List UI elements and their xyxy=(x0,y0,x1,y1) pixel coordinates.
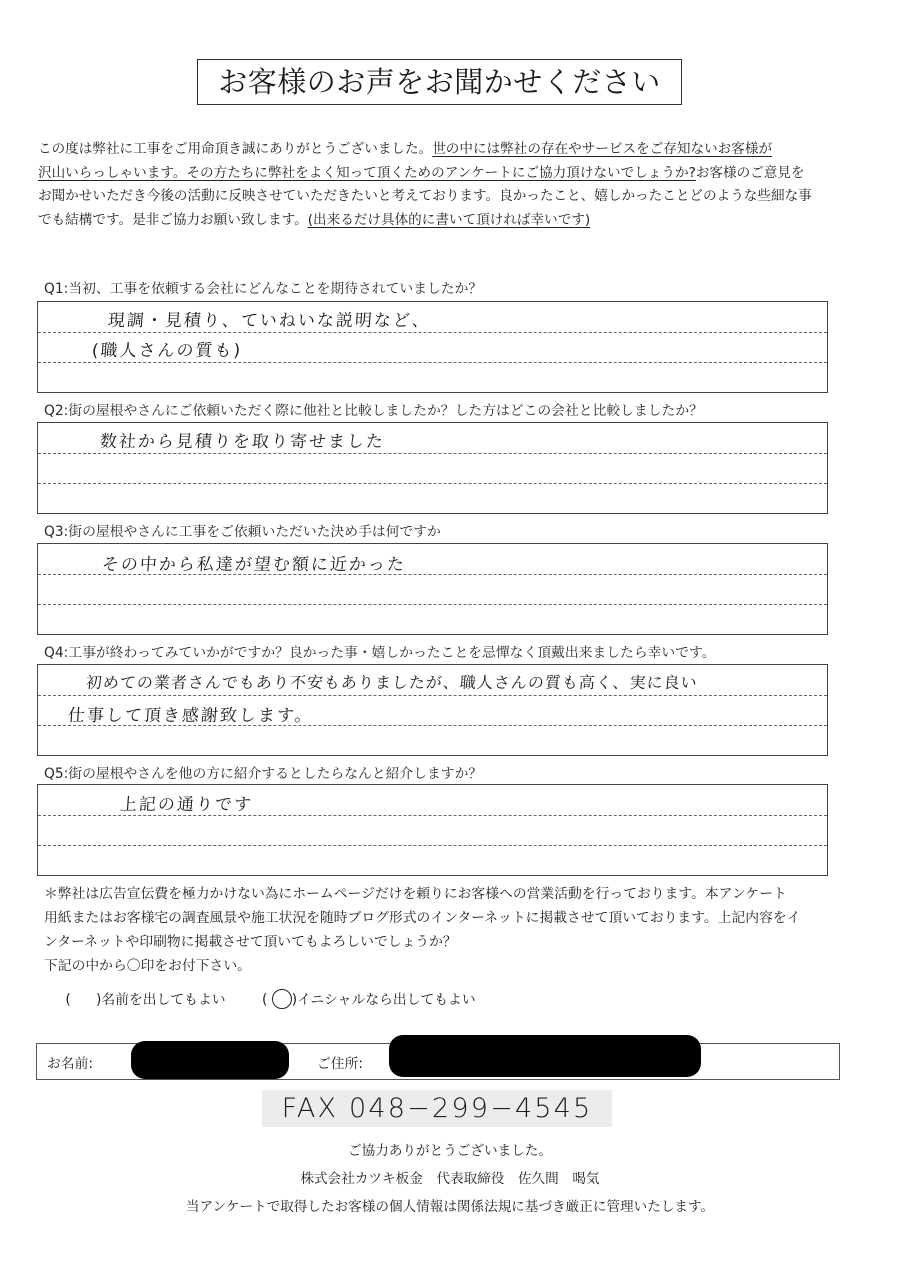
notice-line: 下記の中から〇印をお付下さい。 xyxy=(44,958,251,974)
answer-box-q3[interactable] xyxy=(37,543,828,635)
handwritten-answer-line: 上記の通りです xyxy=(119,795,254,815)
option-label: )名前を出してもよい xyxy=(96,992,226,1008)
address-redacted xyxy=(389,1035,701,1077)
intro-text: でも結構です。是非ご協力お願い致します。 xyxy=(38,211,308,228)
name-redacted xyxy=(131,1041,289,1079)
fax-number: FAX 048−299−4545 xyxy=(262,1090,612,1127)
answer-box-q5[interactable] xyxy=(37,784,828,876)
question-2-label: Q2:街の屋根やさんにご依頼いただく際に他社と比較しましたか？した方はどこの会社と比較しましたか？ xyxy=(44,403,703,419)
question-4-label: Q4:工事が終わってみていかがですか？良かった事・嬉しかったことを忌憚なく頂戴出来ましたら幸いです。 xyxy=(44,645,716,661)
intro-line xyxy=(38,185,868,209)
intro-text: お客様のご意見を xyxy=(695,164,805,181)
handwritten-answer-line: 現調・見積り、ていねいな説明など、 xyxy=(107,311,432,331)
intro-line xyxy=(38,162,868,186)
consent-options xyxy=(62,988,508,1009)
ruled-line xyxy=(38,815,827,816)
ruled-line xyxy=(38,845,827,846)
option-checkbox-empty[interactable]: ( xyxy=(65,992,93,1008)
handwritten-answer-line: 数社から見積りを取り寄せました xyxy=(99,432,386,452)
intro-line xyxy=(38,209,868,233)
name-label: お名前: xyxy=(47,1056,94,1072)
answer-box-q2[interactable] xyxy=(37,422,828,514)
notice-line: ンターネットや印刷物に掲載させて頂いてもよろしいでしょうか？ xyxy=(44,934,457,950)
question-3-label: Q3:街の屋根やさんに工事をご依頼いただいた決め手は何ですか xyxy=(44,524,441,540)
intro-text: お聞かせいただき今後の活動に反映させていただきたいと考えております。良かったこと、嬉しかったことどのような些細な事 xyxy=(38,188,812,204)
publication-notice xyxy=(44,882,864,978)
intro-text-underlined: 沢山いらっしゃいます。その方たちに弊社をよく知って頂くためのアンケートにご協力頂けないでしょうか? xyxy=(38,164,696,181)
ruled-line xyxy=(38,332,827,333)
page-title: お客様のお声をお聞かせください xyxy=(197,59,682,105)
handwritten-answer-line: (職人さんの質も) xyxy=(91,341,243,361)
ruled-line xyxy=(38,362,827,363)
handwritten-answer-line: 初めての業者さんでもあり不安もありましたが、職人さんの質も高く、実に良い xyxy=(85,673,699,692)
option-label: )イニシャルなら出してもよい xyxy=(291,992,476,1008)
question-1-label: Q1:当初、工事を依頼する会社にどんなことを期待されていましたか？ xyxy=(44,281,483,297)
intro-line xyxy=(38,138,868,162)
intro-text-underlined: (出来るだけ具体的に書いて頂ければ幸いです) xyxy=(307,211,591,228)
answer-box-q1[interactable] xyxy=(37,301,828,393)
ruled-line xyxy=(38,483,827,484)
company-signature: 株式会社カツキ板金 代表取締役 佐久間 喝気 xyxy=(300,1171,600,1187)
ruled-line xyxy=(38,453,827,454)
handwritten-answer-line: 仕事して頂き感謝致します。 xyxy=(67,706,315,726)
contact-box xyxy=(36,1043,840,1080)
intro-text-underlined: 世の中には弊社の存在やサービスをご存知ないお客様が xyxy=(432,141,773,157)
notice-line: 用紙またはお客様宅の調査風景や施工状況を随時ブログ形式のインターネットに掲載させて頂いております。上記内容をイ xyxy=(44,910,801,926)
consent-option-name[interactable] xyxy=(62,988,226,1008)
thanks-text: ご協力ありがとうございました。 xyxy=(348,1143,552,1159)
ruled-line xyxy=(38,695,827,696)
answer-box-q4[interactable] xyxy=(37,664,828,756)
intro-paragraph xyxy=(38,138,868,232)
notice-line: ＊弊社は広告宣伝費を極力かけない為にホームページだけを頼りにお客様への営業活動を行っております。本アンケート xyxy=(44,886,787,902)
address-label: ご住所: xyxy=(317,1056,364,1072)
consent-option-initials[interactable] xyxy=(262,988,476,1009)
circle-selected-icon[interactable] xyxy=(272,989,292,1009)
question-5-label: Q5:街の屋根やさんを他の方に紹介するとしたらなんと紹介しますか？ xyxy=(44,766,483,782)
intro-text: この度は弊社に工事をご用命頂き誠にありがとうございました。 xyxy=(38,141,433,157)
ruled-line xyxy=(38,604,827,605)
handwritten-answer-line: その中から私達が望む額に近かった xyxy=(101,555,407,575)
privacy-note: 当アンケートで取得したお客様の個人情報は関係法規に基づき厳正に管理いたします。 xyxy=(185,1199,715,1215)
option-open-paren: ( xyxy=(261,992,268,1008)
